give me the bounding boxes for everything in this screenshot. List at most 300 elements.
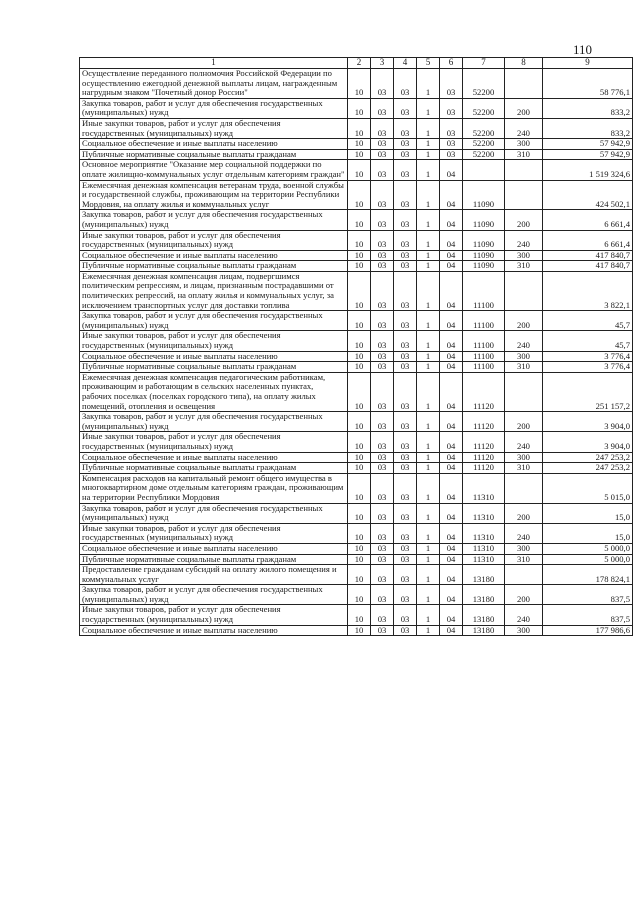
subsection-code: 03 xyxy=(371,210,394,230)
table-row xyxy=(80,362,633,373)
amount: 5 015,0 xyxy=(543,473,633,503)
subsection-code: 03 xyxy=(371,452,394,463)
subsection-code: 03 xyxy=(371,98,394,118)
row-description: Компенсация расходов на капитальный ремонт общего имущества в многоквартирном доме отдельным категориям граждан, проживающим на территории Республики Мордовия xyxy=(80,473,348,503)
row-description: Публичные нормативные социальные выплаты гражданам xyxy=(80,362,348,373)
expense-type-code xyxy=(505,565,543,585)
direction-code: 11090 xyxy=(463,210,505,230)
subsection-code: 03 xyxy=(371,180,394,210)
section-code: 10 xyxy=(348,351,371,362)
amount: 833,2 xyxy=(543,98,633,118)
budget-table xyxy=(79,57,633,636)
subsection-code: 03 xyxy=(371,160,394,180)
direction-code: 13180 xyxy=(463,585,505,605)
amount: 177 986,6 xyxy=(543,625,633,636)
expense-type-code xyxy=(505,473,543,503)
direction-code: 52200 xyxy=(463,69,505,99)
direction-code: 11310 xyxy=(463,554,505,565)
activity-code: 03 xyxy=(440,69,463,99)
program-code: 03 xyxy=(394,311,417,331)
expense-type-code: 200 xyxy=(505,98,543,118)
section-code: 10 xyxy=(348,69,371,99)
activity-code: 04 xyxy=(440,585,463,605)
table-row xyxy=(80,331,633,351)
activity-code: 04 xyxy=(440,160,463,180)
expense-type-code: 240 xyxy=(505,331,543,351)
program-code: 03 xyxy=(394,625,417,636)
subsection-code: 03 xyxy=(371,554,394,565)
section-code: 10 xyxy=(348,98,371,118)
subsection-code: 03 xyxy=(371,625,394,636)
program-code: 03 xyxy=(394,372,417,411)
section-code: 10 xyxy=(348,585,371,605)
column-header: 2 xyxy=(348,58,371,69)
column-header: 8 xyxy=(505,58,543,69)
direction-code: 11100 xyxy=(463,311,505,331)
subprogram-code: 1 xyxy=(417,463,440,474)
direction-code: 11100 xyxy=(463,331,505,351)
column-header: 5 xyxy=(417,58,440,69)
subprogram-code: 1 xyxy=(417,372,440,411)
section-code: 10 xyxy=(348,331,371,351)
program-code: 03 xyxy=(394,432,417,452)
subsection-code: 03 xyxy=(371,331,394,351)
subsection-code: 03 xyxy=(371,523,394,543)
table-row xyxy=(80,160,633,180)
direction-code: 11100 xyxy=(463,362,505,373)
subprogram-code: 1 xyxy=(417,311,440,331)
activity-code: 04 xyxy=(440,554,463,565)
subsection-code: 03 xyxy=(371,432,394,452)
expense-type-code: 200 xyxy=(505,585,543,605)
subprogram-code: 1 xyxy=(417,543,440,554)
column-header: 7 xyxy=(463,58,505,69)
column-header: 6 xyxy=(440,58,463,69)
amount: 45,7 xyxy=(543,311,633,331)
direction-code: 11120 xyxy=(463,452,505,463)
row-description: Закупка товаров, работ и услуг для обеспечения государственных (муниципальных) нужд xyxy=(80,412,348,432)
activity-code: 04 xyxy=(440,331,463,351)
amount: 247 253,2 xyxy=(543,452,633,463)
program-code: 03 xyxy=(394,331,417,351)
subprogram-code: 1 xyxy=(417,452,440,463)
program-code: 03 xyxy=(394,543,417,554)
subsection-code: 03 xyxy=(371,271,394,310)
row-description: Социальное обеспечение и иные выплаты населению xyxy=(80,351,348,362)
amount: 5 000,0 xyxy=(543,554,633,565)
amount: 57 942,9 xyxy=(543,149,633,160)
amount: 6 661,4 xyxy=(543,210,633,230)
subprogram-code: 1 xyxy=(417,271,440,310)
expense-type-code xyxy=(505,372,543,411)
subprogram-code: 1 xyxy=(417,230,440,250)
subsection-code: 03 xyxy=(371,311,394,331)
direction-code: 11310 xyxy=(463,523,505,543)
section-code: 10 xyxy=(348,261,371,272)
expense-type-code: 240 xyxy=(505,118,543,138)
expense-type-code: 240 xyxy=(505,432,543,452)
subsection-code: 03 xyxy=(371,412,394,432)
amount: 15,0 xyxy=(543,503,633,523)
table-row xyxy=(80,625,633,636)
section-code: 10 xyxy=(348,180,371,210)
subsection-code: 03 xyxy=(371,139,394,150)
amount: 15,0 xyxy=(543,523,633,543)
activity-code: 04 xyxy=(440,503,463,523)
subprogram-code: 1 xyxy=(417,331,440,351)
subsection-code: 03 xyxy=(371,261,394,272)
row-description: Публичные нормативные социальные выплаты гражданам xyxy=(80,149,348,160)
expense-type-code: 300 xyxy=(505,351,543,362)
activity-code: 04 xyxy=(440,230,463,250)
section-code: 10 xyxy=(348,149,371,160)
expense-type-code: 310 xyxy=(505,149,543,160)
subsection-code: 03 xyxy=(371,351,394,362)
expense-type-code: 310 xyxy=(505,362,543,373)
section-code: 10 xyxy=(348,625,371,636)
section-code: 10 xyxy=(348,432,371,452)
section-code: 10 xyxy=(348,250,371,261)
direction-code: 52200 xyxy=(463,118,505,138)
amount: 837,5 xyxy=(543,585,633,605)
section-code: 10 xyxy=(348,523,371,543)
table-row xyxy=(80,463,633,474)
table-row xyxy=(80,118,633,138)
direction-code: 52200 xyxy=(463,98,505,118)
activity-code: 04 xyxy=(440,271,463,310)
header-row xyxy=(80,58,633,69)
row-description: Публичные нормативные социальные выплаты гражданам xyxy=(80,463,348,474)
program-code: 03 xyxy=(394,160,417,180)
direction-code: 11120 xyxy=(463,372,505,411)
program-code: 03 xyxy=(394,473,417,503)
subprogram-code: 1 xyxy=(417,523,440,543)
expense-type-code: 300 xyxy=(505,543,543,554)
program-code: 03 xyxy=(394,585,417,605)
table-row xyxy=(80,412,633,432)
activity-code: 04 xyxy=(440,625,463,636)
direction-code xyxy=(463,160,505,180)
direction-code: 13180 xyxy=(463,565,505,585)
section-code: 10 xyxy=(348,473,371,503)
section-code: 10 xyxy=(348,463,371,474)
program-code: 03 xyxy=(394,149,417,160)
subprogram-code: 1 xyxy=(417,351,440,362)
subsection-code: 03 xyxy=(371,605,394,625)
subprogram-code: 1 xyxy=(417,250,440,261)
table-row xyxy=(80,210,633,230)
table-row xyxy=(80,543,633,554)
expense-type-code xyxy=(505,271,543,310)
expense-type-code: 200 xyxy=(505,210,543,230)
subprogram-code: 1 xyxy=(417,180,440,210)
column-header: 3 xyxy=(371,58,394,69)
column-header: 9 xyxy=(543,58,633,69)
row-description: Предоставление гражданам субсидий на оплату жилого помещения и коммунальных услуг xyxy=(80,565,348,585)
direction-code: 13180 xyxy=(463,605,505,625)
activity-code: 04 xyxy=(440,523,463,543)
subsection-code: 03 xyxy=(371,503,394,523)
row-description: Иные закупки товаров, работ и услуг для обеспечения государственных (муниципальных) нужд xyxy=(80,118,348,138)
amount: 1 519 324,6 xyxy=(543,160,633,180)
section-code: 10 xyxy=(348,271,371,310)
program-code: 03 xyxy=(394,98,417,118)
row-description: Закупка товаров, работ и услуг для обеспечения государственных (муниципальных) нужд xyxy=(80,311,348,331)
subsection-code: 03 xyxy=(371,372,394,411)
amount: 3 904,0 xyxy=(543,432,633,452)
row-description: Иные закупки товаров, работ и услуг для обеспечения государственных (муниципальных) нужд xyxy=(80,605,348,625)
section-code: 10 xyxy=(348,230,371,250)
program-code: 03 xyxy=(394,139,417,150)
section-code: 10 xyxy=(348,210,371,230)
table-row xyxy=(80,473,633,503)
subprogram-code: 1 xyxy=(417,118,440,138)
amount: 6 661,4 xyxy=(543,230,633,250)
activity-code: 04 xyxy=(440,311,463,331)
subsection-code: 03 xyxy=(371,463,394,474)
row-description: Осуществление переданного полномочия Российской Федерации по осуществлению ежегодной денежной выплаты лицам, награжденным нагрудным знаком "Почетный донор России" xyxy=(80,69,348,99)
direction-code: 11120 xyxy=(463,432,505,452)
activity-code: 03 xyxy=(440,98,463,118)
amount: 417 840,7 xyxy=(543,250,633,261)
row-description: Иные закупки товаров, работ и услуг для обеспечения государственных (муниципальных) нужд xyxy=(80,432,348,452)
table-row xyxy=(80,139,633,150)
program-code: 03 xyxy=(394,210,417,230)
activity-code: 04 xyxy=(440,372,463,411)
program-code: 03 xyxy=(394,250,417,261)
row-description: Иные закупки товаров, работ и услуг для обеспечения государственных (муниципальных) нужд xyxy=(80,331,348,351)
subprogram-code: 1 xyxy=(417,69,440,99)
activity-code: 04 xyxy=(440,543,463,554)
column-header: 1 xyxy=(80,58,348,69)
program-code: 03 xyxy=(394,523,417,543)
row-description: Публичные нормативные социальные выплаты гражданам xyxy=(80,261,348,272)
table-row xyxy=(80,452,633,463)
activity-code: 04 xyxy=(440,412,463,432)
amount: 424 502,1 xyxy=(543,180,633,210)
program-code: 03 xyxy=(394,503,417,523)
activity-code: 04 xyxy=(440,432,463,452)
table-row xyxy=(80,351,633,362)
row-description: Социальное обеспечение и иные выплаты населению xyxy=(80,452,348,463)
amount: 45,7 xyxy=(543,331,633,351)
amount: 247 253,2 xyxy=(543,463,633,474)
direction-code: 11100 xyxy=(463,351,505,362)
direction-code: 11310 xyxy=(463,543,505,554)
program-code: 03 xyxy=(394,605,417,625)
amount: 3 822,1 xyxy=(543,271,633,310)
program-code: 03 xyxy=(394,351,417,362)
subprogram-code: 1 xyxy=(417,149,440,160)
table-row xyxy=(80,554,633,565)
expense-type-code: 240 xyxy=(505,605,543,625)
table-row xyxy=(80,149,633,160)
row-description: Ежемесячная денежная компенсация лицам, подвергшимся политическим репрессиям, и лицам, признанным пострадавшими от политических репрессий, на оплату жилья и коммунальных услуг, за исключением транспортных услуг для доставки топлива xyxy=(80,271,348,310)
subprogram-code: 1 xyxy=(417,98,440,118)
row-description: Закупка товаров, работ и услуг для обеспечения государственных (муниципальных) нужд xyxy=(80,503,348,523)
activity-code: 04 xyxy=(440,362,463,373)
column-header: 4 xyxy=(394,58,417,69)
subprogram-code: 1 xyxy=(417,210,440,230)
direction-code: 11100 xyxy=(463,271,505,310)
subsection-code: 03 xyxy=(371,565,394,585)
subsection-code: 03 xyxy=(371,543,394,554)
program-code: 03 xyxy=(394,362,417,373)
expense-type-code xyxy=(505,160,543,180)
page-number: 110 xyxy=(573,42,593,57)
table-row xyxy=(80,271,633,310)
program-code: 03 xyxy=(394,565,417,585)
subsection-code: 03 xyxy=(371,69,394,99)
subprogram-code: 1 xyxy=(417,473,440,503)
direction-code: 11090 xyxy=(463,261,505,272)
activity-code: 04 xyxy=(440,180,463,210)
table-row xyxy=(80,250,633,261)
amount: 3 904,0 xyxy=(543,412,633,432)
section-code: 10 xyxy=(348,503,371,523)
section-code: 10 xyxy=(348,565,371,585)
program-code: 03 xyxy=(394,230,417,250)
row-description: Иные закупки товаров, работ и услуг для обеспечения государственных (муниципальных) нужд xyxy=(80,230,348,250)
section-code: 10 xyxy=(348,372,371,411)
activity-code: 03 xyxy=(440,118,463,138)
table-row xyxy=(80,180,633,210)
program-code: 03 xyxy=(394,554,417,565)
expense-type-code xyxy=(505,180,543,210)
table-row xyxy=(80,565,633,585)
table-row xyxy=(80,261,633,272)
expense-type-code: 300 xyxy=(505,250,543,261)
section-code: 10 xyxy=(348,362,371,373)
amount: 251 157,2 xyxy=(543,372,633,411)
activity-code: 04 xyxy=(440,473,463,503)
subsection-code: 03 xyxy=(371,149,394,160)
expense-type-code: 200 xyxy=(505,412,543,432)
row-description: Иные закупки товаров, работ и услуг для обеспечения государственных (муниципальных) нужд xyxy=(80,523,348,543)
section-code: 10 xyxy=(348,160,371,180)
subprogram-code: 1 xyxy=(417,432,440,452)
expense-type-code: 310 xyxy=(505,261,543,272)
subprogram-code: 1 xyxy=(417,585,440,605)
direction-code: 52200 xyxy=(463,139,505,150)
program-code: 03 xyxy=(394,261,417,272)
row-description: Социальное обеспечение и иные выплаты населению xyxy=(80,139,348,150)
program-code: 03 xyxy=(394,180,417,210)
expense-type-code: 310 xyxy=(505,554,543,565)
amount: 57 942,9 xyxy=(543,139,633,150)
expense-type-code: 300 xyxy=(505,625,543,636)
program-code: 03 xyxy=(394,452,417,463)
amount: 3 776,4 xyxy=(543,362,633,373)
activity-code: 04 xyxy=(440,351,463,362)
direction-code: 11090 xyxy=(463,230,505,250)
expense-type-code: 200 xyxy=(505,311,543,331)
row-description: Социальное обеспечение и иные выплаты населению xyxy=(80,250,348,261)
activity-code: 04 xyxy=(440,463,463,474)
activity-code: 04 xyxy=(440,605,463,625)
subprogram-code: 1 xyxy=(417,565,440,585)
expense-type-code: 200 xyxy=(505,503,543,523)
program-code: 03 xyxy=(394,69,417,99)
row-description: Закупка товаров, работ и услуг для обеспечения государственных (муниципальных) нужд xyxy=(80,210,348,230)
table-row xyxy=(80,372,633,411)
row-description: Ежемесячная денежная компенсация ветеранам труда, военной службы и государственной службы, проживающим на территории Республики Мордовия, на оплату жилья и коммунальных услуг xyxy=(80,180,348,210)
direction-code: 11090 xyxy=(463,180,505,210)
expense-type-code xyxy=(505,69,543,99)
subprogram-code: 1 xyxy=(417,554,440,565)
section-code: 10 xyxy=(348,543,371,554)
row-description: Социальное обеспечение и иные выплаты населению xyxy=(80,625,348,636)
row-description: Закупка товаров, работ и услуг для обеспечения государственных (муниципальных) нужд xyxy=(80,585,348,605)
row-description: Закупка товаров, работ и услуг для обеспечения государственных (муниципальных) нужд xyxy=(80,98,348,118)
direction-code: 11090 xyxy=(463,250,505,261)
table-row xyxy=(80,98,633,118)
direction-code: 13180 xyxy=(463,625,505,636)
amount: 5 000,0 xyxy=(543,543,633,554)
activity-code: 03 xyxy=(440,149,463,160)
row-description: Социальное обеспечение и иные выплаты населению xyxy=(80,543,348,554)
subsection-code: 03 xyxy=(371,585,394,605)
subsection-code: 03 xyxy=(371,473,394,503)
expense-type-code: 240 xyxy=(505,230,543,250)
table-row xyxy=(80,230,633,250)
table-row xyxy=(80,432,633,452)
program-code: 03 xyxy=(394,412,417,432)
program-code: 03 xyxy=(394,463,417,474)
program-code: 03 xyxy=(394,271,417,310)
row-description: Основное мероприятие "Оказание мер социальной поддержки по оплате жилищно-коммунальных услуг отдельным категориям граждан" xyxy=(80,160,348,180)
amount: 417 840,7 xyxy=(543,261,633,272)
activity-code: 03 xyxy=(440,139,463,150)
expense-type-code: 240 xyxy=(505,523,543,543)
subsection-code: 03 xyxy=(371,250,394,261)
direction-code: 52200 xyxy=(463,149,505,160)
subprogram-code: 1 xyxy=(417,139,440,150)
subprogram-code: 1 xyxy=(417,625,440,636)
subprogram-code: 1 xyxy=(417,362,440,373)
table-row xyxy=(80,605,633,625)
section-code: 10 xyxy=(348,452,371,463)
subsection-code: 03 xyxy=(371,362,394,373)
amount: 837,5 xyxy=(543,605,633,625)
subprogram-code: 1 xyxy=(417,412,440,432)
subsection-code: 03 xyxy=(371,230,394,250)
expense-type-code: 300 xyxy=(505,452,543,463)
section-code: 10 xyxy=(348,311,371,331)
section-code: 10 xyxy=(348,605,371,625)
table-row xyxy=(80,585,633,605)
expense-type-code: 300 xyxy=(505,139,543,150)
subprogram-code: 1 xyxy=(417,261,440,272)
section-code: 10 xyxy=(348,554,371,565)
table-row xyxy=(80,311,633,331)
program-code: 03 xyxy=(394,118,417,138)
table-row xyxy=(80,69,633,99)
activity-code: 04 xyxy=(440,261,463,272)
subprogram-code: 1 xyxy=(417,503,440,523)
activity-code: 04 xyxy=(440,210,463,230)
section-code: 10 xyxy=(348,118,371,138)
activity-code: 04 xyxy=(440,250,463,261)
section-code: 10 xyxy=(348,139,371,150)
direction-code: 11310 xyxy=(463,503,505,523)
direction-code: 11120 xyxy=(463,463,505,474)
activity-code: 04 xyxy=(440,452,463,463)
row-description: Ежемесячная денежная компенсация педагогическим работникам, проживающим и работающим в сельских населенных пунктах, рабочих поселках (поселках городского типа), на оплату жилых помещений, отопления и освещения xyxy=(80,372,348,411)
table-row xyxy=(80,523,633,543)
row-description: Публичные нормативные социальные выплаты гражданам xyxy=(80,554,348,565)
amount: 58 776,1 xyxy=(543,69,633,99)
